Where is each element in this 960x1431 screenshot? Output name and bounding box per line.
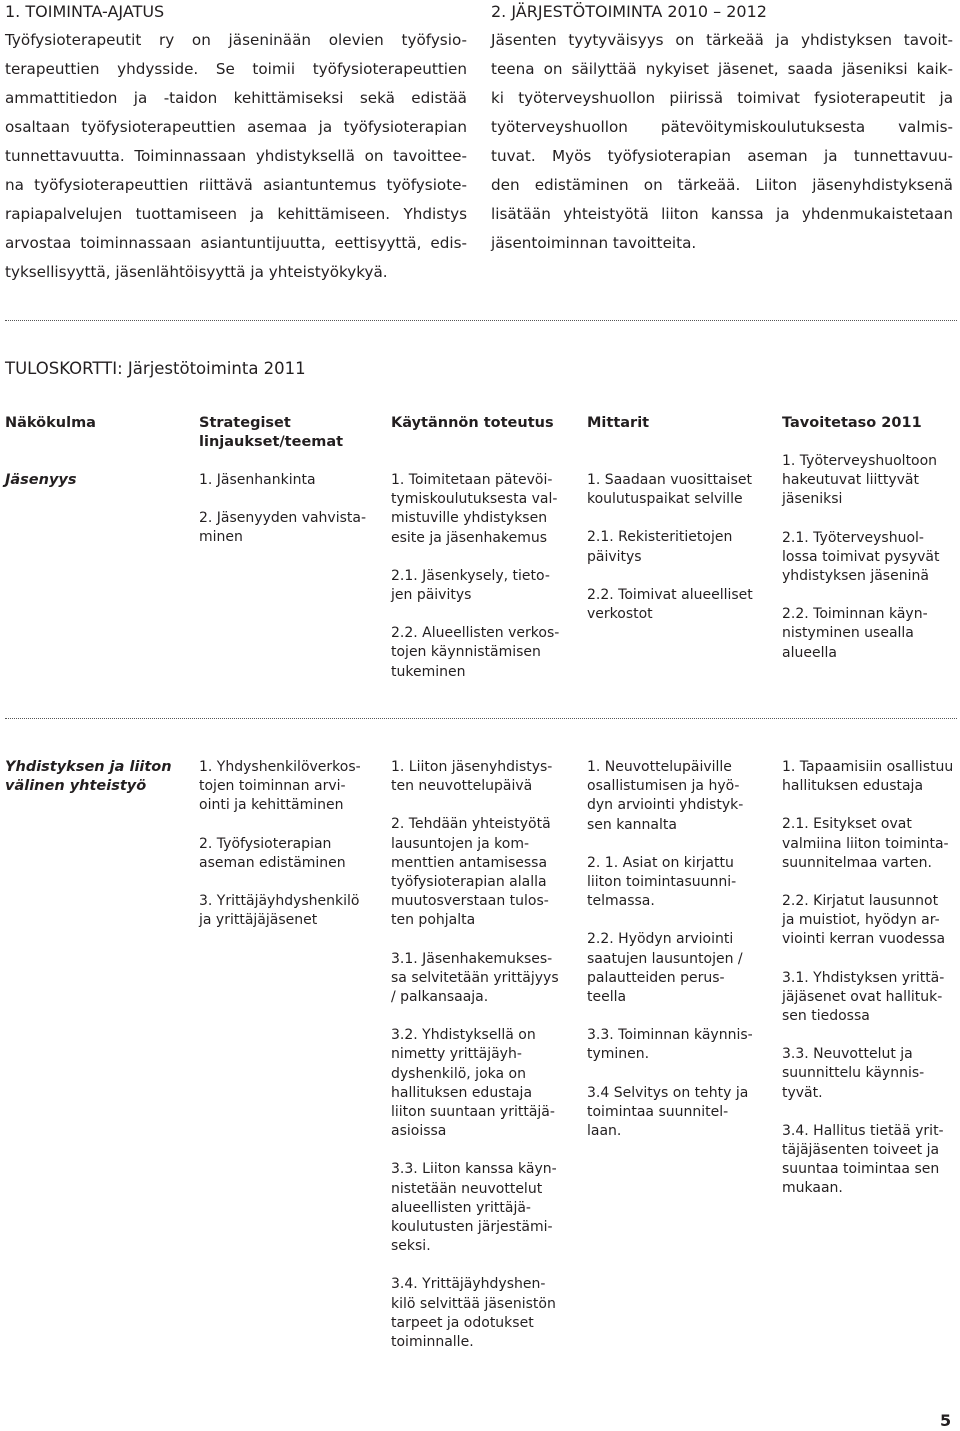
action-item: [391, 624, 559, 682]
metric-item: [587, 1026, 753, 1064]
item-line: koulutuspaikat selville: [587, 491, 743, 508]
metric-item: [587, 930, 753, 1007]
item-line: laan.: [587, 1123, 622, 1140]
header-label: Käytännön toteutus: [391, 415, 554, 431]
item-line: tojen toiminnan arvi-: [199, 778, 346, 795]
target-item: [782, 529, 939, 587]
item-line: tojen käynnistämisen: [391, 644, 541, 661]
item-line: ja yrittäjäjäsenet: [199, 912, 318, 929]
item-line: 2. 1. Asiat on kirjattu: [587, 854, 734, 871]
item-line: 2. Tehdään yhteistyötä: [391, 816, 551, 833]
item-line: nistetään neuvottelut: [391, 1180, 543, 1197]
item-line: yhdistyksen jäseninä: [782, 568, 929, 585]
item-line: palautteiden perus-: [587, 969, 725, 986]
paragraph-line: tyksellisyyttä, jäsenlähtöisyyttä ja yhteistyökykyä.: [5, 263, 388, 281]
action-item: [391, 758, 559, 796]
item-line: mistuville yhdistyksen: [391, 510, 548, 527]
action-item: [391, 1275, 559, 1352]
item-line: toiminnalle.: [391, 1334, 474, 1351]
action-item: [391, 815, 559, 930]
item-line: päivitys: [587, 548, 642, 565]
item-line: 1. Toimitetaan pätevöi-: [391, 472, 553, 488]
header-label: Strategiset: [199, 415, 291, 431]
header-label: Tavoitetaso 2011: [782, 415, 922, 431]
item-line: teella: [587, 989, 627, 1006]
item-line: dyn arviointi yhdistyk-: [587, 797, 744, 814]
target-item: [782, 969, 953, 1027]
metric-item: [587, 528, 753, 566]
header-actions: [391, 414, 554, 433]
item-line: täjäjäsenten toiveet ja: [782, 1142, 940, 1159]
item-line: jäseniksi: [782, 491, 843, 508]
item-line: 1. Jäsenhankinta: [199, 472, 316, 488]
item-line: liiton suuntaan yrittäjä-: [391, 1104, 555, 1121]
paragraph-line: teena on säilyttää nykyiset jäsenet, saada jäseniksi kaik-: [491, 60, 953, 78]
strategie-item: [199, 758, 361, 816]
strategie-item: [199, 471, 366, 490]
action-item: [391, 1160, 559, 1256]
action-item: [391, 1026, 559, 1141]
paragraph-line: arvostaa toiminnassaan asiantuntijuutta, eettisyyttä, edis-: [5, 234, 467, 252]
page-number: 5: [940, 1411, 952, 1430]
action-item: [391, 471, 559, 548]
item-line: ointi ja kehittäminen: [199, 797, 344, 814]
item-line: 2.2. Toiminnan käyn-: [782, 606, 928, 623]
strategie-item: [199, 509, 366, 547]
item-line: lausuntojen ja kom-: [391, 835, 530, 852]
metric-item: [587, 854, 753, 912]
item-line: koulutusten järjestämi-: [391, 1219, 553, 1236]
metric-item: [587, 471, 753, 509]
target-item: [782, 1045, 953, 1103]
item-line: 2. Työfysioterapian: [199, 835, 332, 852]
paragraph-line: den edistäminen on tärkeää. Liiton jäsenyhdistyksenä: [491, 176, 953, 194]
action-item: [391, 567, 559, 605]
item-line: liiton toimintasuunni-: [587, 874, 737, 891]
item-line: 3.3. Liiton kanssa käyn-: [391, 1161, 557, 1178]
item-line: 1. Tapaamisiin osallistuu: [782, 759, 954, 775]
row-1-targets: [782, 452, 939, 663]
item-line: 2. Jäsenyyden vahvista-: [199, 510, 367, 527]
item-line: valmiina liiton toiminta-: [782, 835, 949, 852]
item-line: esite ja jäsenhakemus: [391, 529, 547, 546]
paragraph-line: työterveyshuollon pätevöitymiskoulutuksesta valmis-: [491, 118, 953, 136]
target-item: [782, 605, 939, 663]
item-line: tyvät.: [782, 1084, 823, 1101]
target-item: [782, 892, 953, 950]
item-line: 1. Yhdyshenkilöverkos-: [199, 759, 361, 775]
item-line: 1. Liiton jäsenyhdistys-: [391, 759, 553, 775]
item-line: mukaan.: [782, 1180, 843, 1197]
item-line: aseman edistäminen: [199, 854, 346, 871]
item-line: menttien antamisessa: [391, 854, 548, 871]
item-line: dyshenkilö, joka on: [391, 1065, 526, 1082]
item-line: 2.2. Hyödyn arviointi: [587, 931, 734, 948]
header-label: Mittarit: [587, 415, 650, 431]
paragraph-line: na työfysioterapeuttien riittävä asiantuntemus työfysiote-: [5, 176, 467, 194]
item-line: kilö selvittää jäsenistön: [391, 1295, 556, 1312]
item-line: suuntaa toimintaa sen: [782, 1161, 940, 1178]
item-line: alueellisten yrittäjä-: [391, 1199, 531, 1216]
paragraph-line: ki työterveyshuollon piirissä toimivat fysioterapeutit ja: [491, 89, 953, 107]
item-line: 3.4 Selvitys on tehty ja: [587, 1084, 749, 1101]
item-line: tarpeet ja odotukset: [391, 1314, 534, 1331]
item-line: 1. Saadaan vuosittaiset: [587, 472, 752, 488]
item-line: telmassa.: [587, 893, 655, 910]
row-1-actions: [391, 471, 559, 682]
item-line: nistyminen usealla: [782, 625, 914, 642]
target-item: [782, 1122, 953, 1199]
row-1-metrics: [587, 471, 753, 624]
item-line: sen kannalta: [587, 816, 677, 833]
item-line: verkostot: [587, 606, 653, 623]
action-item: [391, 950, 559, 1008]
item-line: jäjäsenet ovat hallituk-: [782, 988, 943, 1005]
item-line: 2.1. Rekisteritietojen: [587, 529, 733, 546]
item-line: 3.3. Toiminnan käynnis-: [587, 1027, 753, 1044]
paragraph-line: Jäsenten tyytyväisyys on tärkeää ja yhdistyksen tavoit-: [491, 31, 953, 49]
item-line: ten neuvottelupäivä: [391, 778, 533, 795]
item-line: 2.1. Työterveyshuol-: [782, 529, 924, 546]
paragraph-line: rapiapalvelujen tuottamiseen ja kehittämiseen. Yhdistys: [5, 205, 467, 223]
item-line: osallistumisen ja hyö-: [587, 778, 740, 795]
item-line: seksi.: [391, 1238, 431, 1255]
header-metrics: [587, 414, 649, 433]
header-label: linjaukset/teemat: [199, 434, 344, 450]
row-2-targets: [782, 758, 953, 1199]
item-line: sen tiedossa: [782, 1008, 870, 1025]
item-line: nimetty yrittäjäyh-: [391, 1046, 522, 1063]
target-item: [782, 452, 939, 510]
section-2-paragraph: [491, 26, 953, 258]
item-line: asioissa: [391, 1123, 447, 1140]
item-line: ten pohjalta: [391, 912, 476, 929]
item-line: alueella: [782, 644, 837, 661]
item-line: minen: [199, 529, 243, 546]
divider-middle: [5, 718, 957, 719]
header-strategies: [199, 414, 343, 452]
perspective-label: Jäsenyys: [5, 472, 77, 488]
metric-item: [587, 1084, 753, 1142]
item-line: 3.4. Yrittäjäyhdyshen-: [391, 1276, 546, 1293]
item-line: hakeutuvat liittyvät: [782, 472, 919, 489]
paragraph-line: jäsentoiminnan tavoitteita.: [491, 234, 697, 252]
item-line: tyminen.: [587, 1046, 650, 1063]
target-item: [782, 758, 953, 796]
header-targets: [782, 414, 922, 433]
item-line: työfysioterapian alalla: [391, 874, 547, 891]
header-perspective: [5, 414, 96, 433]
divider-top: [5, 320, 957, 321]
item-line: suunnittelu käynnis-: [782, 1065, 925, 1082]
section-1-heading: 1. TOIMINTA-AJATUS: [5, 2, 165, 21]
item-line: 3.1. Jäsenhakemukses-: [391, 950, 553, 967]
metric-item: [587, 758, 753, 835]
paragraph-line: lisätään yhteistyötä liiton kanssa ja yhdenmukaistetaan: [491, 205, 953, 223]
paragraph-line: tunnettavuutta. Toiminnassaan yhdistyksellä on tavoittee-: [5, 147, 467, 165]
row-2-strategies: [199, 758, 361, 930]
header-label: Näkökulma: [5, 415, 96, 431]
row-1-perspective: [5, 471, 77, 490]
item-line: jen päivitys: [391, 587, 472, 604]
paragraph-line: ammattitiedon ja -taidon kehittämiseksi sekä edistää: [5, 89, 467, 107]
row-2-metrics: [587, 758, 753, 1141]
item-line: 2.1. Jäsenkysely, tieto-: [391, 567, 550, 584]
item-line: muutosverstaan tulos-: [391, 893, 549, 910]
item-line: viointi kerran vuodessa: [782, 931, 946, 948]
item-line: 2.2. Kirjatut lausunnot: [782, 893, 939, 910]
row-2-actions: [391, 758, 559, 1352]
item-line: 3.1. Yhdistyksen yrittä-: [782, 969, 945, 986]
item-line: hallituksen edustaja: [391, 1084, 533, 1101]
perspective-label: välinen yhteistyö: [5, 778, 147, 794]
item-line: 3.2. Yhdistyksellä on: [391, 1027, 536, 1044]
scorecard-title: TULOSKORTTI: Järjestötoiminta 2011: [5, 359, 306, 378]
item-line: 1. Neuvottelupäiville: [587, 759, 732, 775]
item-line: sa selvitetään yrittäjyys: [391, 969, 559, 986]
item-line: / palkansaaja.: [391, 989, 489, 1006]
perspective-label: Yhdistyksen ja liiton: [5, 759, 172, 775]
item-line: 2.1. Esitykset ovat: [782, 816, 912, 833]
item-line: toimintaa suunnitel-: [587, 1103, 729, 1120]
paragraph-line: tuvat. Myös työfysioterapian aseman ja tunnettavuu-: [491, 147, 953, 165]
paragraph-line: terapeuttien yhdysside. Se toimii työfysioterapeuttien: [5, 60, 467, 78]
metric-item: [587, 586, 753, 624]
item-line: 2.2. Toimivat alueelliset: [587, 586, 753, 603]
strategie-item: [199, 892, 361, 930]
item-line: lossa toimivat pysyvät: [782, 548, 940, 565]
item-line: saatujen lausuntojen /: [587, 950, 743, 967]
section-1-paragraph: [5, 26, 467, 287]
row-1-strategies: [199, 471, 366, 548]
item-line: 1. Työterveyshuoltoon: [782, 453, 938, 469]
target-item: [782, 815, 953, 873]
section-2-heading: 2. JÄRJESTÖTOIMINTA 2010 – 2012: [491, 2, 767, 21]
paragraph-line: osaltaan työfysioterapeuttien asemaa ja työfysioterapian: [5, 118, 467, 136]
item-line: suunnitelmaa varten.: [782, 854, 932, 871]
item-line: 3.3. Neuvottelut ja: [782, 1046, 913, 1063]
row-2-perspective: [5, 758, 172, 796]
paragraph-line: Työfysioterapeutit ry on jäseninään olevien työfysio-: [5, 31, 467, 49]
item-line: hallituksen edustaja: [782, 778, 924, 795]
item-line: 3.4. Hallitus tietää yrit-: [782, 1122, 944, 1139]
item-line: tymiskoulutuksesta val-: [391, 491, 558, 508]
item-line: 3. Yrittäjäyhdyshenkilö: [199, 893, 360, 910]
item-line: tukeminen: [391, 663, 466, 680]
item-line: ja muistiot, hyödyn ar-: [782, 912, 940, 929]
strategie-item: [199, 835, 361, 873]
item-line: 2.2. Alueellisten verkos-: [391, 625, 560, 642]
